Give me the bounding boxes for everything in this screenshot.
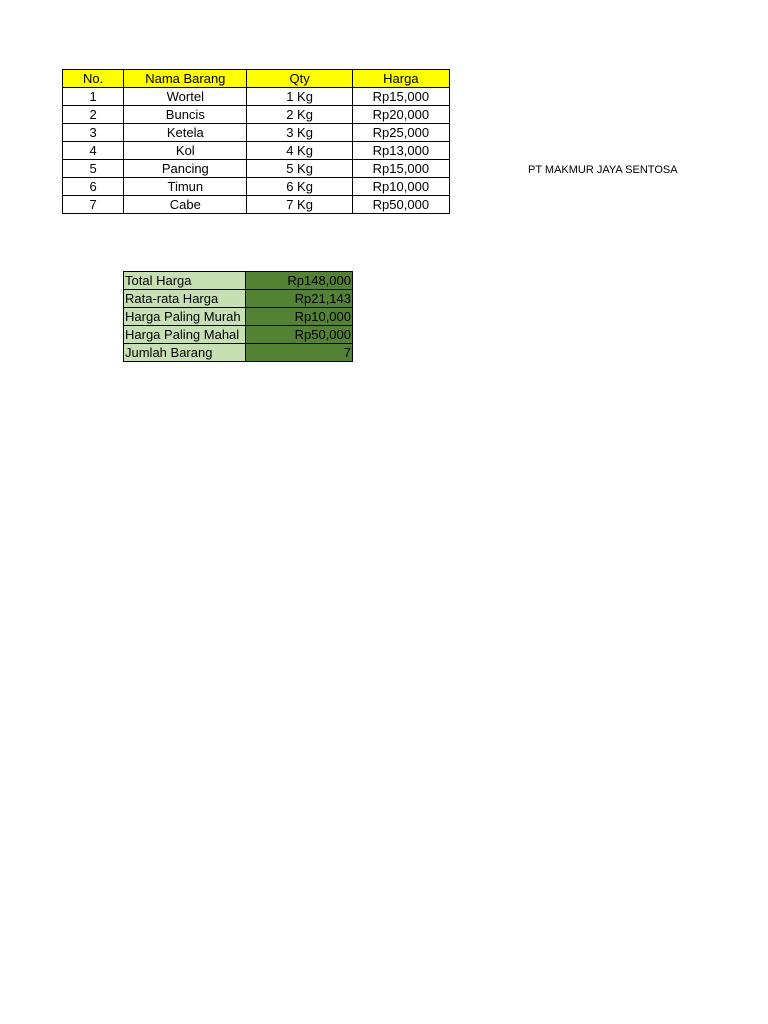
cell-harga[interactable]: Rp10,000: [352, 178, 449, 196]
cell-qty[interactable]: 2 Kg: [247, 106, 352, 124]
table-row: [63, 196, 450, 214]
cell-qty[interactable]: 3 Kg: [247, 124, 352, 142]
cell-no[interactable]: 3: [63, 124, 124, 142]
cell-qty[interactable]: 6 Kg: [247, 178, 352, 196]
cell-qty[interactable]: 5 Kg: [247, 160, 352, 178]
cell-qty[interactable]: 7 Kg: [247, 196, 352, 214]
summary-value[interactable]: Rp50,000: [245, 326, 352, 344]
cell-harga[interactable]: Rp15,000: [352, 88, 449, 106]
header-nama-barang[interactable]: Nama Barang: [124, 70, 247, 88]
summary-label[interactable]: Harga Paling Murah: [124, 308, 246, 326]
cell-harga[interactable]: Rp25,000: [352, 124, 449, 142]
cell-nama-barang[interactable]: Pancing: [124, 160, 247, 178]
summary-row: [124, 326, 353, 344]
cell-no[interactable]: 4: [63, 142, 124, 160]
summary-label[interactable]: Jumlah Barang: [124, 344, 246, 362]
cell-harga[interactable]: Rp50,000: [352, 196, 449, 214]
cell-no[interactable]: 2: [63, 106, 124, 124]
table-row: [63, 106, 450, 124]
table-row: [63, 124, 450, 142]
cell-nama-barang[interactable]: Ketela: [124, 124, 247, 142]
summary-table: [123, 271, 353, 362]
cell-qty[interactable]: 4 Kg: [247, 142, 352, 160]
summary-row: [124, 290, 353, 308]
summary-value[interactable]: 7: [245, 344, 352, 362]
summary-row: [124, 344, 353, 362]
summary-row: [124, 272, 353, 290]
cell-harga[interactable]: Rp15,000: [352, 160, 449, 178]
items-header-row: [63, 70, 450, 88]
cell-harga[interactable]: Rp20,000: [352, 106, 449, 124]
header-harga[interactable]: Harga: [352, 70, 449, 88]
cell-qty[interactable]: 1 Kg: [247, 88, 352, 106]
items-table: [62, 69, 450, 214]
cell-nama-barang[interactable]: Timun: [124, 178, 247, 196]
header-no[interactable]: No.: [63, 70, 124, 88]
header-qty[interactable]: Qty: [247, 70, 352, 88]
summary-value[interactable]: Rp148,000: [245, 272, 352, 290]
cell-no[interactable]: 6: [63, 178, 124, 196]
cell-nama-barang[interactable]: Cabe: [124, 196, 247, 214]
table-row: [63, 160, 450, 178]
summary-row: [124, 308, 353, 326]
cell-no[interactable]: 1: [63, 88, 124, 106]
table-row: [63, 88, 450, 106]
cell-nama-barang[interactable]: Wortel: [124, 88, 247, 106]
company-name[interactable]: PT MAKMUR JAYA SENTOSA: [528, 164, 678, 176]
summary-label[interactable]: Total Harga: [124, 272, 246, 290]
cell-harga[interactable]: Rp13,000: [352, 142, 449, 160]
summary-label[interactable]: Harga Paling Mahal: [124, 326, 246, 344]
cell-no[interactable]: 5: [63, 160, 124, 178]
table-row: [63, 178, 450, 196]
cell-nama-barang[interactable]: Buncis: [124, 106, 247, 124]
table-row: [63, 142, 450, 160]
summary-value[interactable]: Rp10,000: [245, 308, 352, 326]
cell-nama-barang[interactable]: Kol: [124, 142, 247, 160]
summary-value[interactable]: Rp21,143: [245, 290, 352, 308]
cell-no[interactable]: 7: [63, 196, 124, 214]
summary-label[interactable]: Rata-rata Harga: [124, 290, 246, 308]
